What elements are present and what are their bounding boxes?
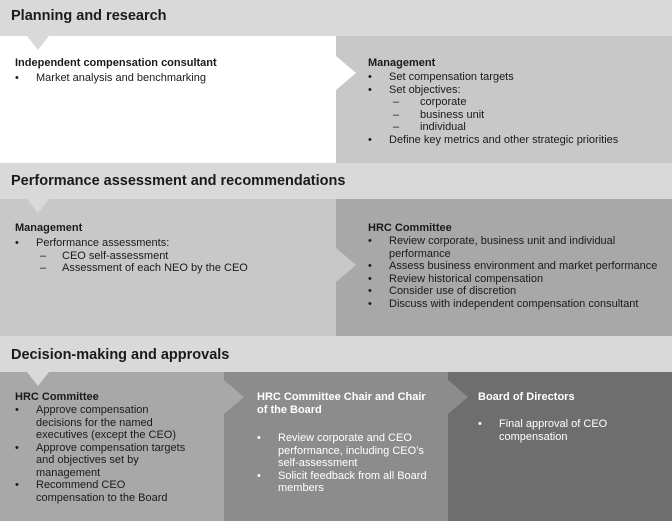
list-item: • Review historical compensation bbox=[368, 273, 668, 286]
list-item: • Solicit feedback from all Board members bbox=[257, 470, 432, 495]
panel-title-hrc: HRC Committee bbox=[15, 391, 99, 403]
list-item: • Approve compensation decisions for the named executives (except the CEO) bbox=[15, 404, 195, 442]
panel-title-hrc: HRC Committee bbox=[368, 222, 452, 234]
panel-title-consultant: Independent compensation consultant bbox=[15, 57, 217, 69]
list-item: • Discuss with independent compensation consultant bbox=[368, 298, 668, 311]
panel-title-chair: HRC Committee Chair and Chair of the Board bbox=[257, 391, 426, 416]
panel-hrc-chair bbox=[224, 372, 448, 521]
section-title-decision: Decision-making and approvals bbox=[11, 347, 230, 363]
list-item: • Review corporate and CEO performance, including CEO’s self-assessment bbox=[257, 432, 432, 470]
panel-hrc-committee-decision bbox=[0, 372, 224, 521]
sub-item: – CEO self-assessment bbox=[36, 250, 248, 263]
sub-item: – corporate bbox=[389, 96, 618, 109]
panel-title-management: Management bbox=[368, 57, 436, 69]
panel-management-planning bbox=[336, 36, 672, 163]
section-header-planning bbox=[0, 0, 672, 36]
list-item: • Final approval of CEO compensation bbox=[478, 418, 648, 443]
arrow-chevron bbox=[448, 380, 468, 414]
panel-hrc-committee-assessment bbox=[336, 199, 672, 336]
arrow-chevron bbox=[336, 56, 356, 90]
list-item: • Consider use of discretion bbox=[368, 285, 668, 298]
list-item: • Market analysis and benchmarking bbox=[15, 72, 206, 85]
list-item: • Define key metrics and other strategic priorities bbox=[368, 134, 618, 147]
section-title-performance: Performance assessment and recommendations bbox=[11, 173, 346, 189]
list-item: • Set compensation targets bbox=[368, 71, 618, 84]
panel-management-assessment bbox=[0, 199, 336, 336]
panel-independent-consultant bbox=[0, 36, 336, 163]
list-item-text: Performance assessments: bbox=[36, 237, 170, 249]
arrow-chevron bbox=[336, 248, 356, 282]
list-item bbox=[368, 84, 618, 134]
section-header-decision bbox=[0, 336, 672, 372]
panel-title-board: Board of Directors bbox=[478, 391, 575, 403]
section-title-planning: Planning and research bbox=[11, 8, 167, 24]
arrow-chevron bbox=[224, 380, 244, 414]
list-item-text: Set objectives: bbox=[389, 83, 461, 96]
panel-title-management: Management bbox=[15, 222, 83, 234]
panel-board-of-directors bbox=[448, 372, 672, 521]
arrow-notch bbox=[27, 199, 49, 213]
sub-item: – individual bbox=[389, 121, 618, 134]
section-header-performance bbox=[0, 163, 672, 199]
arrow-notch bbox=[27, 36, 49, 50]
list-item: • Approve compensation targets and objectives set by management bbox=[15, 442, 195, 480]
arrow-notch bbox=[27, 372, 49, 386]
list-item: • Assess business environment and market performance bbox=[368, 260, 668, 273]
list-item bbox=[15, 237, 248, 275]
sub-item: – business unit bbox=[389, 109, 618, 122]
list-item: • Recommend CEO compensation to the Board bbox=[15, 479, 195, 504]
list-item: • Review corporate, business unit and individual performance bbox=[368, 235, 668, 260]
sub-item: – Assessment of each NEO by the CEO bbox=[36, 262, 248, 275]
